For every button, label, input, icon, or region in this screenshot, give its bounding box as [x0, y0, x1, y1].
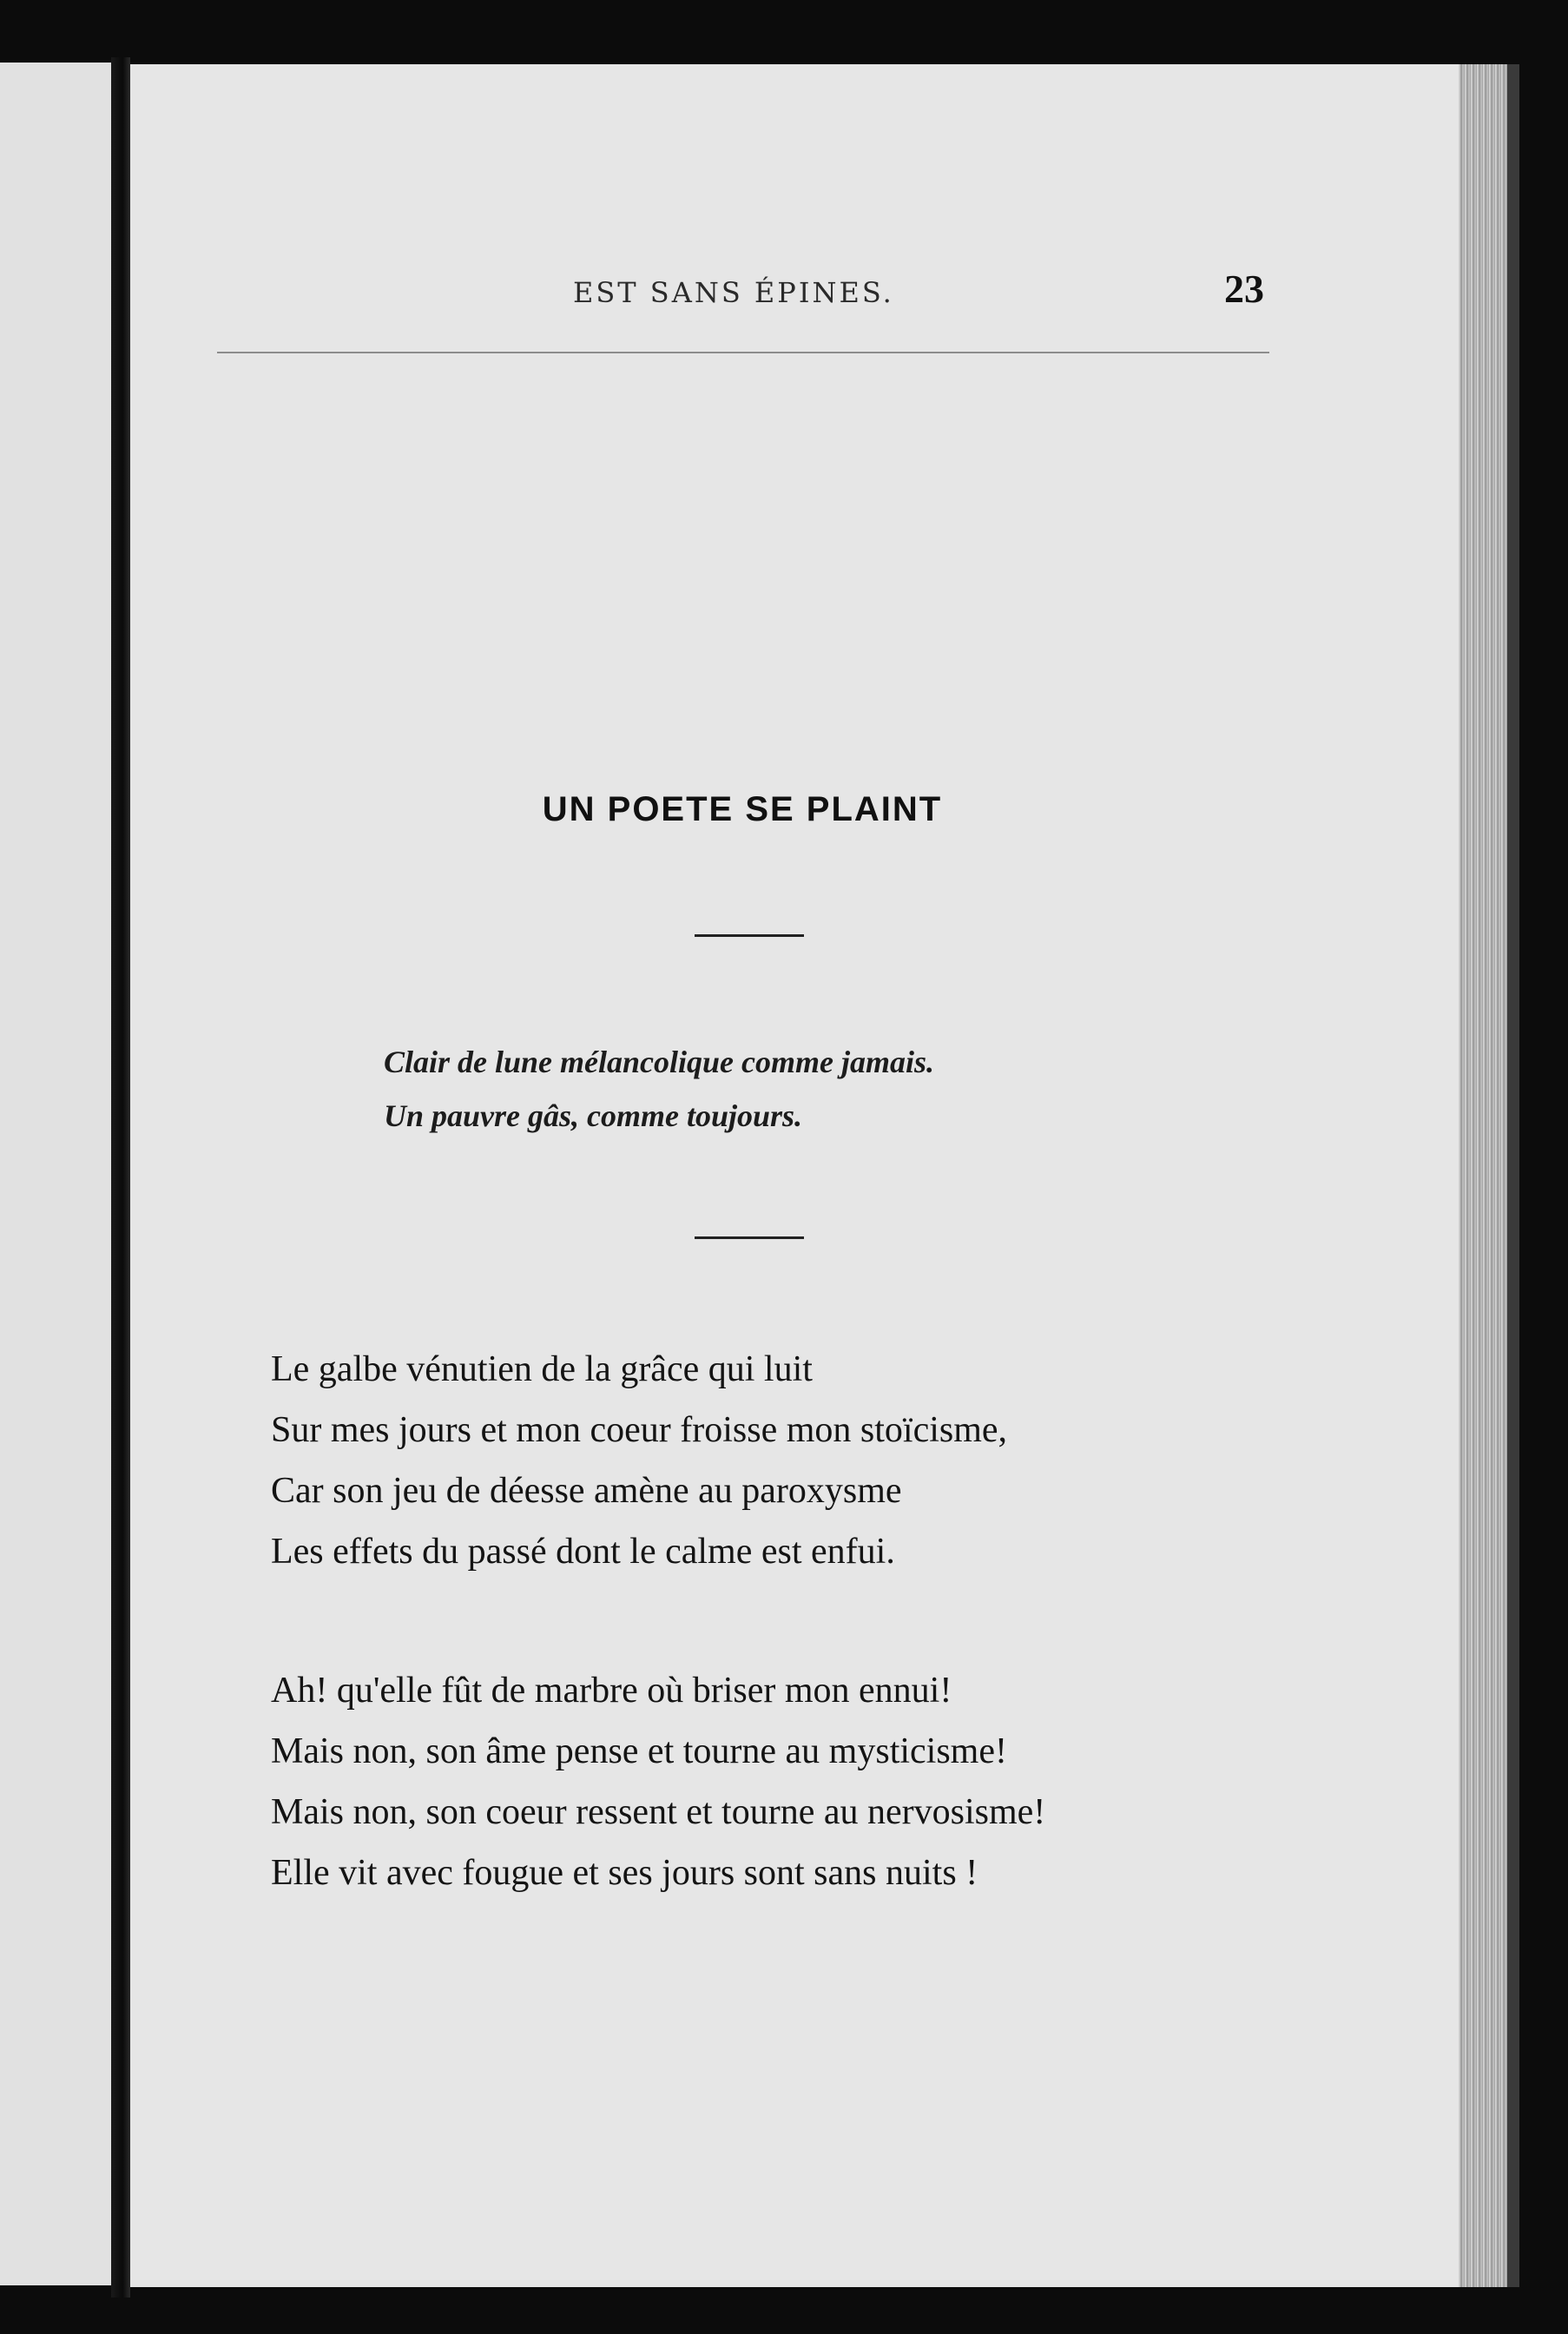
- epigraph-line: Un pauvre gâs, comme toujours.: [384, 1098, 803, 1133]
- epigraph: [384, 1035, 934, 1143]
- verse-line: Mais non, son âme pense et tourne au mysticisme!: [271, 1731, 1007, 1771]
- verse-line: Les effets du passé dont le calme est enfui.: [271, 1532, 895, 1572]
- stanza-2: [271, 1660, 1045, 1903]
- verse-line: Le galbe vénutien de la grâce qui luit: [271, 1349, 813, 1389]
- verse-line: Sur mes jours et mon coeur froisse mon stoïcisme,: [271, 1410, 1008, 1450]
- book-gutter: [111, 57, 130, 2298]
- epigraph-rule: [695, 1236, 804, 1239]
- header-rule: [217, 352, 1269, 353]
- page-number: 23: [1224, 267, 1264, 311]
- verse-line: Mais non, son coeur ressent et tourne au nervosisme!: [271, 1792, 1046, 1832]
- verse-line: Car son jeu de déesse amène au paroxysme: [271, 1471, 902, 1511]
- verse-line: Ah! qu'elle fût de marbre où briser mon ennui!: [271, 1671, 952, 1711]
- epigraph-line: Clair de lune mélancolique comme jamais.: [384, 1045, 934, 1079]
- book-page: [130, 64, 1459, 2287]
- title-rule: [695, 934, 804, 937]
- page-edges: [1459, 64, 1519, 2287]
- verse-line: Elle vit avec fougue et ses jours sont sans nuits !: [271, 1853, 978, 1893]
- running-head: EST SANS ÉPINES.: [573, 276, 894, 309]
- poem-title: UN POETE SE PLAINT: [542, 790, 943, 828]
- stanza-1: [271, 1339, 1007, 1582]
- previous-page-edge: [0, 63, 111, 2285]
